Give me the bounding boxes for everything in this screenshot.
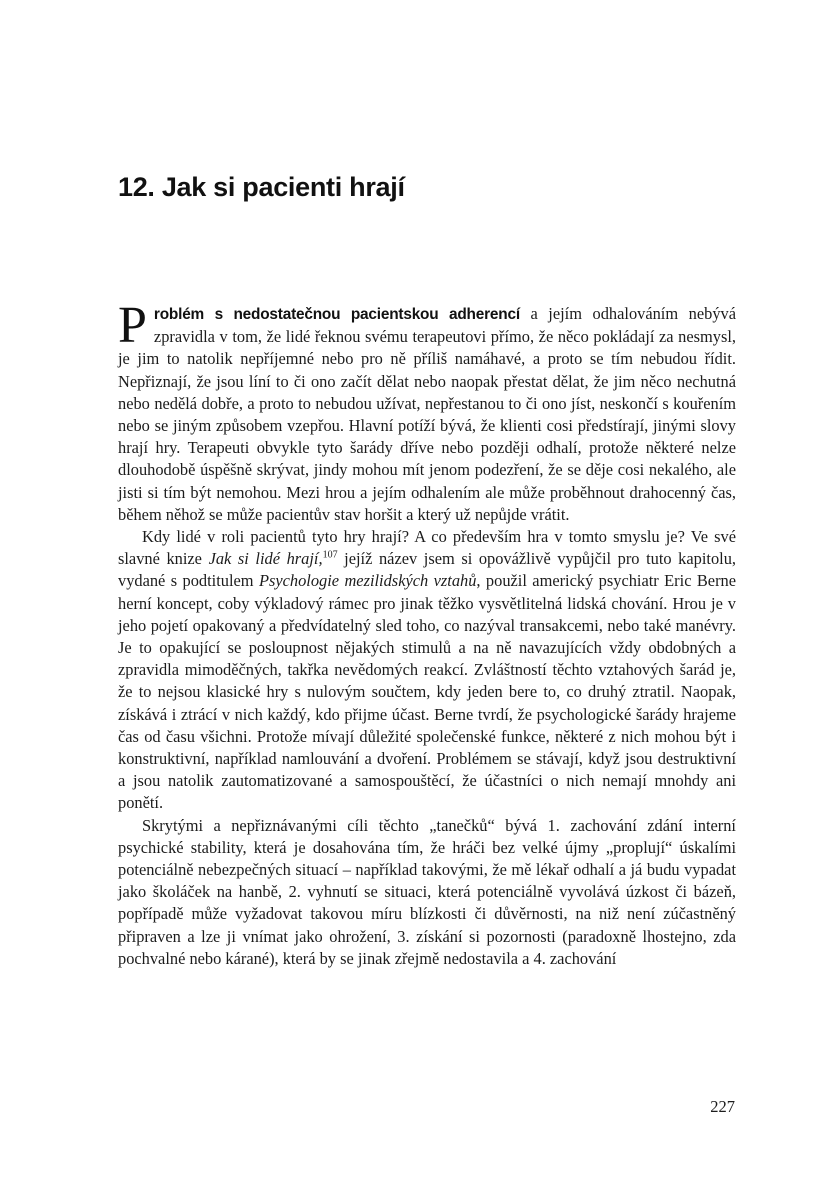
body-text	[118, 297, 737, 970]
bold-lead-in: roblém s nedostatečnou pacientskou adherencí	[153, 306, 520, 323]
paragraph-2-text-b: jejíž název jsem si opovážlivě vypůjčil pro tuto kapitolu, vydané s podtitulem	[118, 549, 737, 591]
paragraph-3	[118, 815, 736, 970]
page-number: 227	[710, 1097, 735, 1116]
subtitle-italic: Psychologie mezilidských vztahů	[258, 571, 477, 591]
paragraph-2	[118, 526, 736, 815]
book-title-italic: Jak si lidé hrají,	[208, 549, 323, 569]
paragraph-1	[118, 297, 736, 526]
paragraph-3-text: Skrytými a nepřiznávanými cíli těchto „tanečků“ bývá 1. zachování zdání interní psychické stability, která je dosahována tím, že hráči bez velké újmy „proplují“ úskalími potenciálně nebezpečných situací – například takovými, že mě lékař odhalí a já budu vypadat jako školáček na hanbě, 2. vyhnutí se situaci, která potenciálně vyvolává úzkost či bázeň, popřípadě může vyžadovat takovou míru blízkosti či důvěrnosti, na niž není zúčastněný připraven a lze ji vnímat jako ohrožení, 3. získání si pozornosti (paradoxně lhostejno, zda pochvalné nebo kárané), která by se jinak zřejmě nedostavila a 4. zachování	[118, 815, 736, 968]
dropcap-letter: P	[118, 297, 147, 354]
paragraph-2-text-c: , použil americký psychiatr Eric Berne herní koncept, coby výkladový rámec pro jinak těžko vysvětlitelná lidská chování. Hrou je v jeho pojetí opakovaný a předvídatelný sled toho, co nazýval transakcemi, nebo také manévry. Je to opakující se posloupnost nějakých stimulů a na ně navazujících vždy obdobných a zpravidla mimoděčných, takřka nevědomých reakcí. Zvláštností těchto vztahových šarád je, že to nejsou klasické hry s nulovým součtem, kdy jeden bere to, co druhý ztratil. Naopak, získává i ztrácí v nich každý, kdo přijme účast. Berne tvrdí, že psychologické šarády hrajeme čas od času všichni. Protože mívají důležité společenské funkce, některé z nich mohou být i konstruktivní, například namlouvání a dvoření. Problémem se stávají, když jsou destruktivní a jsou natolik zautomatizované a samospouštěcí, že účastníci o nich nemají mnohdy ani ponětí.	[118, 571, 737, 813]
footnote-reference: 107	[322, 549, 338, 561]
paragraph-2-text-a: Kdy lidé v roli pacientů tyto hry hrají? A co především hra v tomto smyslu je? Ve své slavné knize	[118, 527, 736, 569]
chapter-title: 12. Jak si pacienti hrají	[118, 172, 405, 202]
paragraph-1-text: a jejím odhalováním nebývá zpravidla v tom, že lidé řeknou svému terapeutovi přímo, že něco pokládají za nesmysl, je jim to natolik nepříjemné nebo pro ně příliš namáhavé, a proto se tím nebudou řídit. Nepřiznají, že jsou líní to či ono začít dělat nebo naopak přestat dělat, že jim něco nechutná nebo nedělá dobře, a proto to nebudou užívat, nepřestanou to či ono jíst, neskončí s kouřením nebo se jiným způsobem vzepřou. Hlavní potíží bývá, že klienti cosi předstírají, jinými slovy hrají hry. Terapeuti obvykle tyto šarády dříve nebo později odhalí, protože některé nelze dlouhodobě úspěšně skrývat, jindy mohou mít jenom podezření, že se děje cosi nekalého, ale jisti si tím být nemohou. Mezi hrou a jejím odhalením ale může proběhnout drahocenný čas, během něhož se může pacientův stav horšit a který už nepůjde vrátit.	[118, 304, 736, 524]
